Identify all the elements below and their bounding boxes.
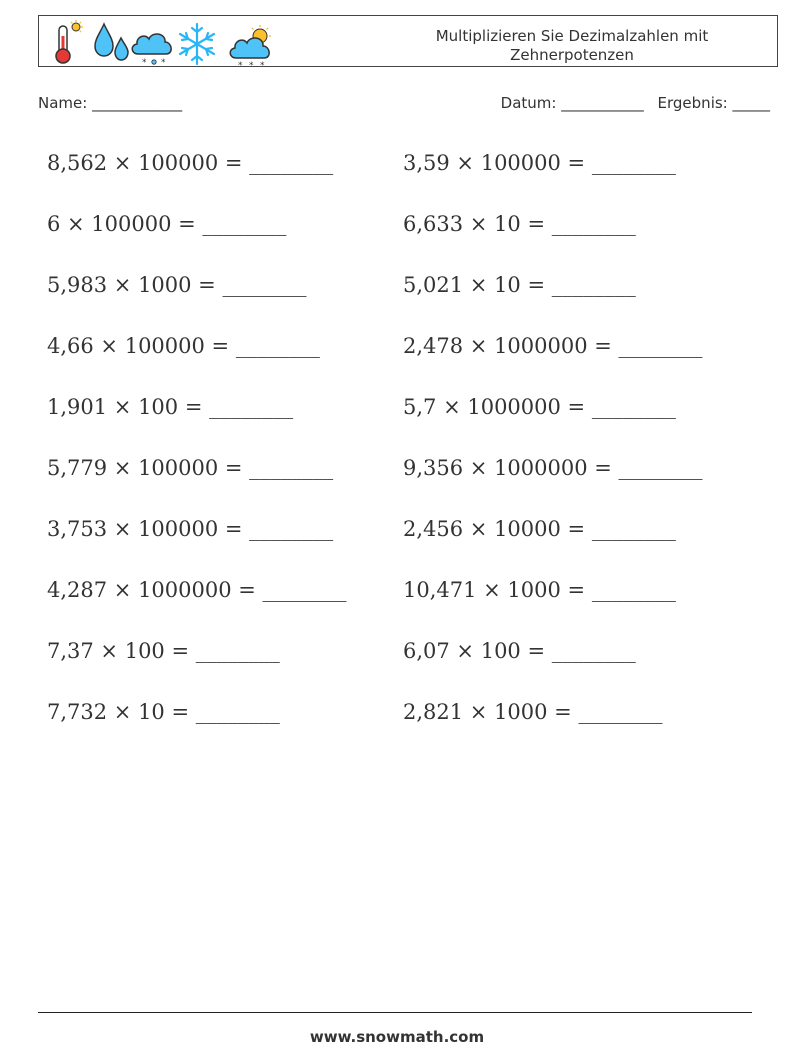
svg-text:*: * (142, 58, 147, 68)
problem-right-4: 2,478 × 1000000 = ________ (403, 334, 703, 358)
name-field: Name: ____________ (38, 94, 183, 112)
date-score-fields (501, 94, 770, 112)
footer-divider (38, 1012, 752, 1013)
svg-text:*: * (260, 61, 265, 68)
score-field: Ergebnis: _____ (657, 94, 770, 112)
problem-left-6: 5,779 × 100000 = ________ (47, 456, 334, 480)
problem-right-2: 6,633 × 10 = ________ (403, 212, 636, 236)
snowflake-icon (180, 24, 214, 64)
date-field: Datum: ___________ (500, 94, 644, 112)
weather-icon-strip (50, 20, 278, 68)
problem-right-6: 9,356 × 1000000 = ________ (403, 456, 703, 480)
problem-left-5: 1,901 × 100 = ________ (47, 395, 294, 419)
problem-left-7: 3,753 × 100000 = ________ (47, 517, 334, 541)
svg-text:*: * (238, 61, 243, 68)
problem-left-8: 4,287 × 1000000 = ________ (47, 578, 347, 602)
header-box (38, 15, 778, 67)
svg-text:*: * (249, 61, 254, 68)
footer-website: www.snowmath.com (309, 1028, 485, 1046)
thermometer-sun-icon (56, 20, 83, 63)
problem-right-7: 2,456 × 10000 = ________ (403, 517, 676, 541)
problem-right-3: 5,021 × 10 = ________ (403, 273, 636, 297)
problem-left-4: 4,66 × 100000 = ________ (47, 334, 320, 358)
problem-right-9: 6,07 × 100 = ________ (403, 639, 636, 663)
snow-cloud-sun-icon (230, 25, 271, 68)
problem-left-3: 5,983 × 1000 = ________ (47, 273, 307, 297)
problem-left-9: 7,37 × 100 = ________ (47, 639, 280, 663)
problem-right-5: 5,7 × 1000000 = ________ (403, 395, 676, 419)
rain-cloud-icon (132, 34, 171, 68)
problem-left-1: 8,562 × 100000 = ________ (47, 151, 334, 175)
problem-left-2: 6 × 100000 = ________ (47, 212, 287, 236)
water-drops-icon (95, 24, 128, 60)
svg-text:*: * (161, 58, 166, 68)
worksheet-title: Multiplizieren Sie Dezimalzahlen mit Zehnerpotenzen (435, 27, 709, 64)
problem-left-10: 7,732 × 10 = ________ (47, 700, 280, 724)
problem-right-10: 2,821 × 1000 = ________ (403, 700, 663, 724)
problem-right-1: 3,59 × 100000 = ________ (403, 151, 676, 175)
problem-right-8: 10,471 × 1000 = ________ (403, 578, 676, 602)
